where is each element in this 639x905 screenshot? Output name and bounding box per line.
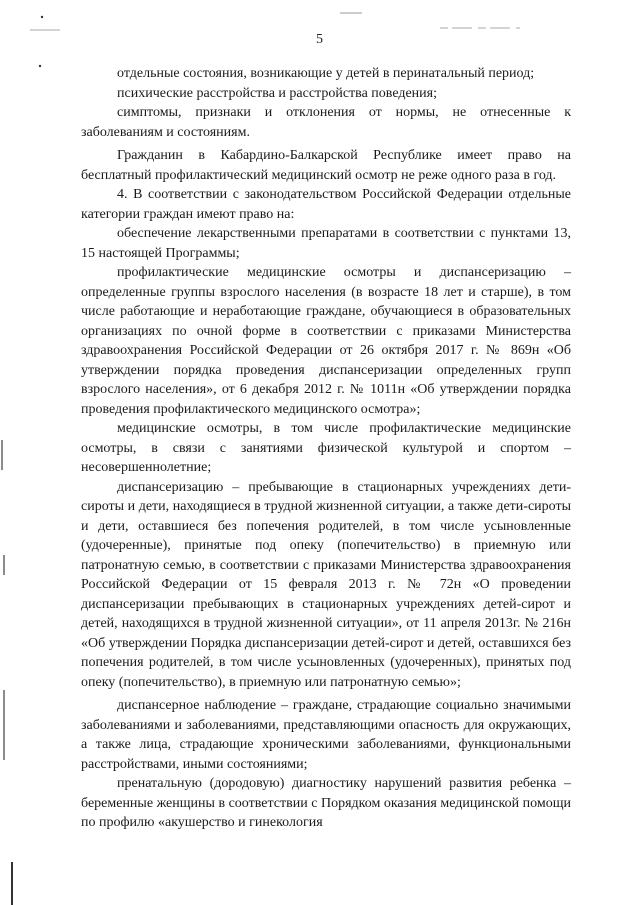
paragraph-prenatal-diagnostics: пренатальную (дородовую) диагностику нарушений развития ребенка – беременные женщины в соответствии с Порядком оказания медицинской помощи по профилю «акушерство и гинекология xyxy=(81,776,571,830)
paragraph-adult-screening: профилактические медицинские осмотры и диспансеризацию – определенные группы взрослого населения (в возрасте 18 лет и старше), в том числе работающие и неработающие граждане, обучающиеся в образовательных организациях по очной форме в соответствии с приказами Министерства здравоохранения Российской Федерации от 26 октября 2017 г. № 869н «Об утверждении порядка проведения диспансеризации определенных групп взрослого населения», от 6 декабря 2012 г. № 1011н «Об утверждении порядка проведения профилактического медицинского осмотра»; xyxy=(81,265,571,417)
paragraph-sports-checkups: медицинские осмотры, в том числе профилактические медицинские осмотры, в связи с занятиями физической культурой и спортом – несовершеннолетние; xyxy=(81,421,571,475)
paragraph-dispensary-observation: диспансерное наблюдение – граждане, страдающие социально значимыми заболеваниями и заболеваниями, представляющими опасность для окружающих, а также лица, страдающие хроническими заболеваниями, функциональными расстройствами, иными состояниями; xyxy=(81,698,571,772)
paragraph-section-4: 4. В соответствии с законодательством Российской Федерации отдельные категории граждан имеют право на: xyxy=(81,187,571,222)
paragraph-free-checkup: Гражданин в Кабардино-Балкарской Республике имеет право на бесплатный профилактический медицинский осмотр не реже одного раза в год. xyxy=(81,148,571,183)
paragraph-symptoms: симптомы, признаки и отклонения от нормы, не отнесенные к заболеваниям и состояниям. xyxy=(81,105,571,140)
document-body xyxy=(81,64,571,833)
paragraph-perinatal-conditions: отдельные состояния, возникающие у детей в перинатальный период; xyxy=(117,66,535,81)
paragraph-orphan-screening: диспансеризацию – пребывающие в стационарных учреждениях дети-сироты и дети, находящиеся в трудной жизненной ситуации, а также дети-сироты и дети, оставшиеся без попечения родителей, в том числе усыновленные (удочеренные), принятые под опеку (попечительство) в приемную или патронатную семью, в соответствии с приказами Министерства здравоохранения Российской Федерации от 15 февраля 2013 г. № 72н «О проведении диспансеризации пребывающих в стационарных учреждениях детей-сирот и детей, находящихся в трудной жизненной ситуации», от 11 апреля 2013г. № 216н «Об утверждении Порядка диспансеризации детей-сирот и детей, оставшихся без попечения родителей, в том числе усыновленных (удочеренных), принятых под опеку (попечительство), в приемную или патронатную семью»; xyxy=(81,479,571,690)
paragraph-mental-disorders: психические расстройства и расстройства поведения; xyxy=(117,85,437,101)
paragraph-medications: обеспечение лекарственными препаратами в соответствии с пунктами 13, 15 настоящей Программы; xyxy=(81,226,571,261)
page-number: 5 xyxy=(316,32,323,47)
